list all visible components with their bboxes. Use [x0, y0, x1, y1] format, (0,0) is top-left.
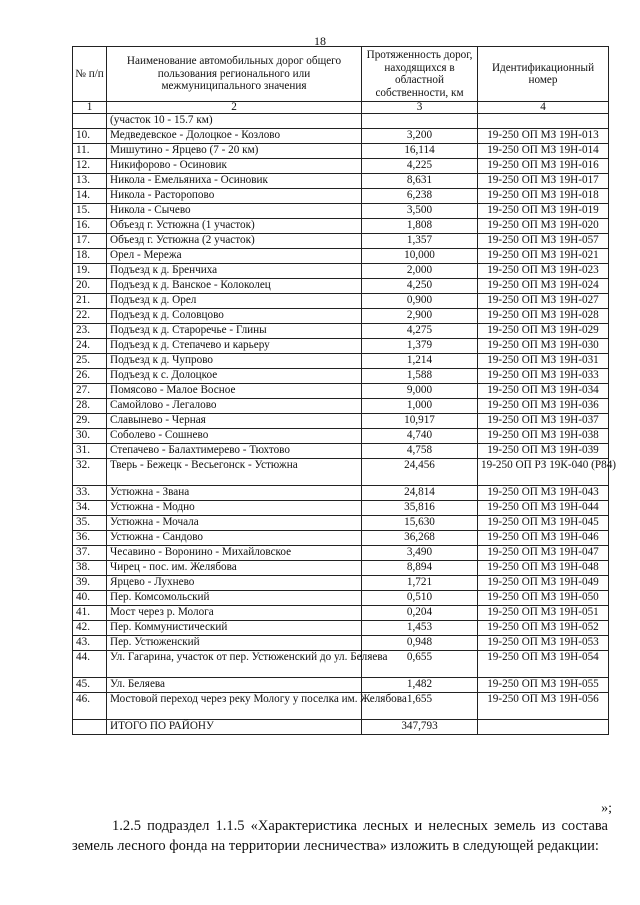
row-number: 19. — [73, 264, 107, 279]
road-length: 6,238 — [362, 189, 478, 204]
road-id: 19-250 ОП МЗ 19Н-023 — [478, 264, 609, 279]
amendment-paragraph: 1.2.5 подраздел 1.1.5 «Характеристика лесных и нелесных земель из состава земель лесного фонда на территории лесничества» изложить в следующей редакции: — [72, 818, 608, 854]
row-number: 26. — [73, 369, 107, 384]
road-id: 19-250 ОП МЗ 19Н-029 — [478, 324, 609, 339]
road-name: Подъезд к д. Соловцово — [107, 309, 362, 324]
table-row — [73, 279, 609, 294]
road-length: 1,655 — [362, 693, 478, 720]
header-num: № п/п — [73, 47, 107, 102]
table-row — [73, 561, 609, 576]
road-length: 1,588 — [362, 369, 478, 384]
table-row — [73, 354, 609, 369]
row-number: 10. — [73, 129, 107, 144]
continuation-note: (участок 10 - 15.7 км) — [107, 114, 362, 129]
road-name: Устюжна - Мочала — [107, 516, 362, 531]
road-name: Чесавино - Воронино - Михайловское — [107, 546, 362, 561]
road-name: Мостовой переход через реку Мологу у поселка им. Желябова — [107, 693, 362, 720]
road-name: Подъезд к д. Староречье - Глины — [107, 324, 362, 339]
row-number: 15. — [73, 204, 107, 219]
road-length: 0,900 — [362, 294, 478, 309]
road-length: 0,510 — [362, 591, 478, 606]
table-row — [73, 636, 609, 651]
row-number: 45. — [73, 678, 107, 693]
table-row — [73, 606, 609, 621]
road-name: Мишутино - Ярцево (7 - 20 км) — [107, 144, 362, 159]
table-row — [73, 531, 609, 546]
road-id: 19-250 ОП МЗ 19Н-044 — [478, 501, 609, 516]
table-row — [73, 144, 609, 159]
road-length: 0,948 — [362, 636, 478, 651]
road-id: 19-250 ОП МЗ 19Н-055 — [478, 678, 609, 693]
row-number: 33. — [73, 486, 107, 501]
roads-table — [72, 46, 617, 735]
row-number: 27. — [73, 384, 107, 399]
row-number: 23. — [73, 324, 107, 339]
row-number: 43. — [73, 636, 107, 651]
road-id: 19-250 ОП МЗ 19Н-028 — [478, 309, 609, 324]
header-length: Протяженность дорог, находящихся в областной собственности, км — [362, 47, 478, 102]
road-name: Пер. Коммунистический — [107, 621, 362, 636]
row-number: 12. — [73, 159, 107, 174]
road-name: Подъезд к д. Чупрово — [107, 354, 362, 369]
road-length: 4,758 — [362, 444, 478, 459]
road-id: 19-250 ОП МЗ 19Н-033 — [478, 369, 609, 384]
road-name: Тверь - Бежецк - Весьегонск - Устюжна — [107, 459, 362, 486]
row-number: 29. — [73, 414, 107, 429]
road-id: 19-250 ОП МЗ 19Н-051 — [478, 606, 609, 621]
road-id: 19-250 ОП МЗ 19Н-045 — [478, 516, 609, 531]
table-row — [73, 129, 609, 144]
road-length: 1,357 — [362, 234, 478, 249]
road-name: Орел - Мережа — [107, 249, 362, 264]
road-length: 2,900 — [362, 309, 478, 324]
row-number: 30. — [73, 429, 107, 444]
road-name: Устюжна - Сандово — [107, 531, 362, 546]
road-id: 19-250 ОП МЗ 19Н-027 — [478, 294, 609, 309]
column-index: 4 — [478, 102, 609, 114]
road-name: Никола - Емельяниха - Осиновик — [107, 174, 362, 189]
table-row — [73, 678, 609, 693]
table-row — [73, 399, 609, 414]
road-length: 1,808 — [362, 219, 478, 234]
road-length: 3,490 — [362, 546, 478, 561]
road-length: 24,814 — [362, 486, 478, 501]
road-name: Устюжна - Звана — [107, 486, 362, 501]
road-id: 19-250 ОП МЗ 19Н-057 — [478, 234, 609, 249]
road-id: 19-250 ОП МЗ 19Н-039 — [478, 444, 609, 459]
table-row — [73, 309, 609, 324]
table-row — [73, 516, 609, 531]
road-length: 1,379 — [362, 339, 478, 354]
road-name: Ул. Гагарина, участок от пер. Устюженский до ул. Беляева — [107, 651, 362, 678]
table-row — [73, 591, 609, 606]
header-name: Наименование автомобильных дорог общего пользования регионального или межмуниципального значения — [107, 47, 362, 102]
road-id: 19-250 ОП МЗ 19Н-034 — [478, 384, 609, 399]
total-length: 347,793 — [362, 720, 478, 735]
table-row — [73, 339, 609, 354]
road-length: 10,917 — [362, 414, 478, 429]
road-length: 1,721 — [362, 576, 478, 591]
road-length: 1,482 — [362, 678, 478, 693]
road-id: 19-250 ОП РЗ 19К-040 (Р84) — [478, 459, 609, 486]
road-name: Помясово - Малое Восное — [107, 384, 362, 399]
road-name: Подъезд к д. Ванское - Колоколец — [107, 279, 362, 294]
table-header-row — [73, 47, 609, 102]
table-row — [73, 444, 609, 459]
row-number: 14. — [73, 189, 107, 204]
road-length: 4,225 — [362, 159, 478, 174]
row-number: 28. — [73, 399, 107, 414]
road-name: Никифорово - Осиновик — [107, 159, 362, 174]
column-index: 1 — [73, 102, 107, 114]
road-name: Никола - Расторопово — [107, 189, 362, 204]
road-length: 8,894 — [362, 561, 478, 576]
road-id: 19-250 ОП МЗ 19Н-013 — [478, 129, 609, 144]
row-number: 40. — [73, 591, 107, 606]
row-number: 34. — [73, 501, 107, 516]
table-row — [73, 189, 609, 204]
table-row — [73, 369, 609, 384]
page-number: 18 — [314, 34, 326, 48]
road-name: Подъезд к с. Долоцкое — [107, 369, 362, 384]
road-length: 9,000 — [362, 384, 478, 399]
road-length: 3,200 — [362, 129, 478, 144]
road-length: 4,275 — [362, 324, 478, 339]
total-label: ИТОГО ПО РАЙОНУ — [107, 720, 362, 735]
row-number: 24. — [73, 339, 107, 354]
row-number: 37. — [73, 546, 107, 561]
road-length: 1,214 — [362, 354, 478, 369]
road-id: 19-250 ОП МЗ 19Н-031 — [478, 354, 609, 369]
road-length: 16,114 — [362, 144, 478, 159]
table-row — [73, 249, 609, 264]
road-length: 2,000 — [362, 264, 478, 279]
road-id: 19-250 ОП МЗ 19Н-052 — [478, 621, 609, 636]
row-number: 21. — [73, 294, 107, 309]
continuation-row — [73, 114, 609, 129]
road-length: 8,631 — [362, 174, 478, 189]
table-row — [73, 159, 609, 174]
road-name: Ул. Беляева — [107, 678, 362, 693]
road-id: 19-250 ОП МЗ 19Н-019 — [478, 204, 609, 219]
road-id: 19-250 ОП МЗ 19Н-047 — [478, 546, 609, 561]
row-number: 31. — [73, 444, 107, 459]
road-length: 36,268 — [362, 531, 478, 546]
road-id: 19-250 ОП МЗ 19Н-046 — [478, 531, 609, 546]
table-row — [73, 576, 609, 591]
row-number: 16. — [73, 219, 107, 234]
road-name: Подъезд к д. Степачево и карьеру — [107, 339, 362, 354]
table-row — [73, 294, 609, 309]
road-id: 19-250 ОП МЗ 19Н-053 — [478, 636, 609, 651]
row-number: 11. — [73, 144, 107, 159]
row-number: 18. — [73, 249, 107, 264]
table-row — [73, 384, 609, 399]
road-length: 4,740 — [362, 429, 478, 444]
road-length: 1,453 — [362, 621, 478, 636]
row-number: 32. — [73, 459, 107, 486]
table-row — [73, 693, 609, 720]
row-number: 25. — [73, 354, 107, 369]
road-name: Подъезд к д. Бренчиха — [107, 264, 362, 279]
row-number: 42. — [73, 621, 107, 636]
road-name: Подъезд к д. Орел — [107, 294, 362, 309]
road-id: 19-250 ОП МЗ 19Н-056 — [478, 693, 609, 720]
road-name: Медведевское - Долоцкое - Козлово — [107, 129, 362, 144]
road-length: 0,655 — [362, 651, 478, 678]
road-id: 19-250 ОП МЗ 19Н-037 — [478, 414, 609, 429]
road-name: Пер. Устюженский — [107, 636, 362, 651]
road-name: Объезд г. Устюжна (2 участок) — [107, 234, 362, 249]
table-row — [73, 429, 609, 444]
road-name: Степачево - Балахтимерево - Тюхтово — [107, 444, 362, 459]
row-number: 13. — [73, 174, 107, 189]
road-length: 35,816 — [362, 501, 478, 516]
table-row — [73, 621, 609, 636]
table-row — [73, 459, 609, 486]
road-id: 19-250 ОП МЗ 19Н-017 — [478, 174, 609, 189]
road-id: 19-250 ОП МЗ 19Н-038 — [478, 429, 609, 444]
road-id: 19-250 ОП МЗ 19Н-036 — [478, 399, 609, 414]
row-number: 44. — [73, 651, 107, 678]
road-length: 3,500 — [362, 204, 478, 219]
road-id: 19-250 ОП МЗ 19Н-030 — [478, 339, 609, 354]
table-row — [73, 204, 609, 219]
road-name: Чирец - пос. им. Желябова — [107, 561, 362, 576]
table-row — [73, 486, 609, 501]
row-number: 38. — [73, 561, 107, 576]
road-name: Ярцево - Лухнево — [107, 576, 362, 591]
row-number: 17. — [73, 234, 107, 249]
road-length: 0,204 — [362, 606, 478, 621]
row-number: 46. — [73, 693, 107, 720]
row-number: 39. — [73, 576, 107, 591]
road-id: 19-250 ОП МЗ 19Н-048 — [478, 561, 609, 576]
road-length: 10,000 — [362, 249, 478, 264]
row-number: 41. — [73, 606, 107, 621]
table-row — [73, 174, 609, 189]
road-id: 19-250 ОП МЗ 19Н-049 — [478, 576, 609, 591]
road-id: 19-250 ОП МЗ 19Н-050 — [478, 591, 609, 606]
table-row — [73, 264, 609, 279]
table-row — [73, 546, 609, 561]
road-id: 19-250 ОП МЗ 19Н-014 — [478, 144, 609, 159]
row-number: 36. — [73, 531, 107, 546]
column-index: 3 — [362, 102, 478, 114]
road-name: Самойлово - Легалово — [107, 399, 362, 414]
table-row — [73, 234, 609, 249]
road-id: 19-250 ОП МЗ 19Н-043 — [478, 486, 609, 501]
road-id: 19-250 ОП МЗ 19Н-054 — [478, 651, 609, 678]
road-name: Никола - Сычево — [107, 204, 362, 219]
closing-mark: »; — [601, 801, 612, 816]
row-number: 35. — [73, 516, 107, 531]
road-name: Устюжна - Модно — [107, 501, 362, 516]
table-row — [73, 501, 609, 516]
header-id: Идентификационный номер — [478, 47, 609, 102]
row-number: 20. — [73, 279, 107, 294]
road-name: Мост через р. Молога — [107, 606, 362, 621]
table-row — [73, 414, 609, 429]
row-number: 22. — [73, 309, 107, 324]
table-row — [73, 219, 609, 234]
total-row — [73, 720, 609, 735]
road-name: Соболево - Сошнево — [107, 429, 362, 444]
road-name: Славынево - Черная — [107, 414, 362, 429]
road-name: Объезд г. Устюжна (1 участок) — [107, 219, 362, 234]
road-length: 4,250 — [362, 279, 478, 294]
road-id: 19-250 ОП МЗ 19Н-020 — [478, 219, 609, 234]
column-index-row — [73, 102, 609, 114]
column-index: 2 — [107, 102, 362, 114]
road-id: 19-250 ОП МЗ 19Н-024 — [478, 279, 609, 294]
road-length: 1,000 — [362, 399, 478, 414]
road-id: 19-250 ОП МЗ 19Н-016 — [478, 159, 609, 174]
table-row — [73, 324, 609, 339]
road-id: 19-250 ОП МЗ 19Н-021 — [478, 249, 609, 264]
table-row — [73, 651, 609, 678]
road-length: 15,630 — [362, 516, 478, 531]
road-length: 24,456 — [362, 459, 478, 486]
road-id: 19-250 ОП МЗ 19Н-018 — [478, 189, 609, 204]
road-name: Пер. Комсомольский — [107, 591, 362, 606]
